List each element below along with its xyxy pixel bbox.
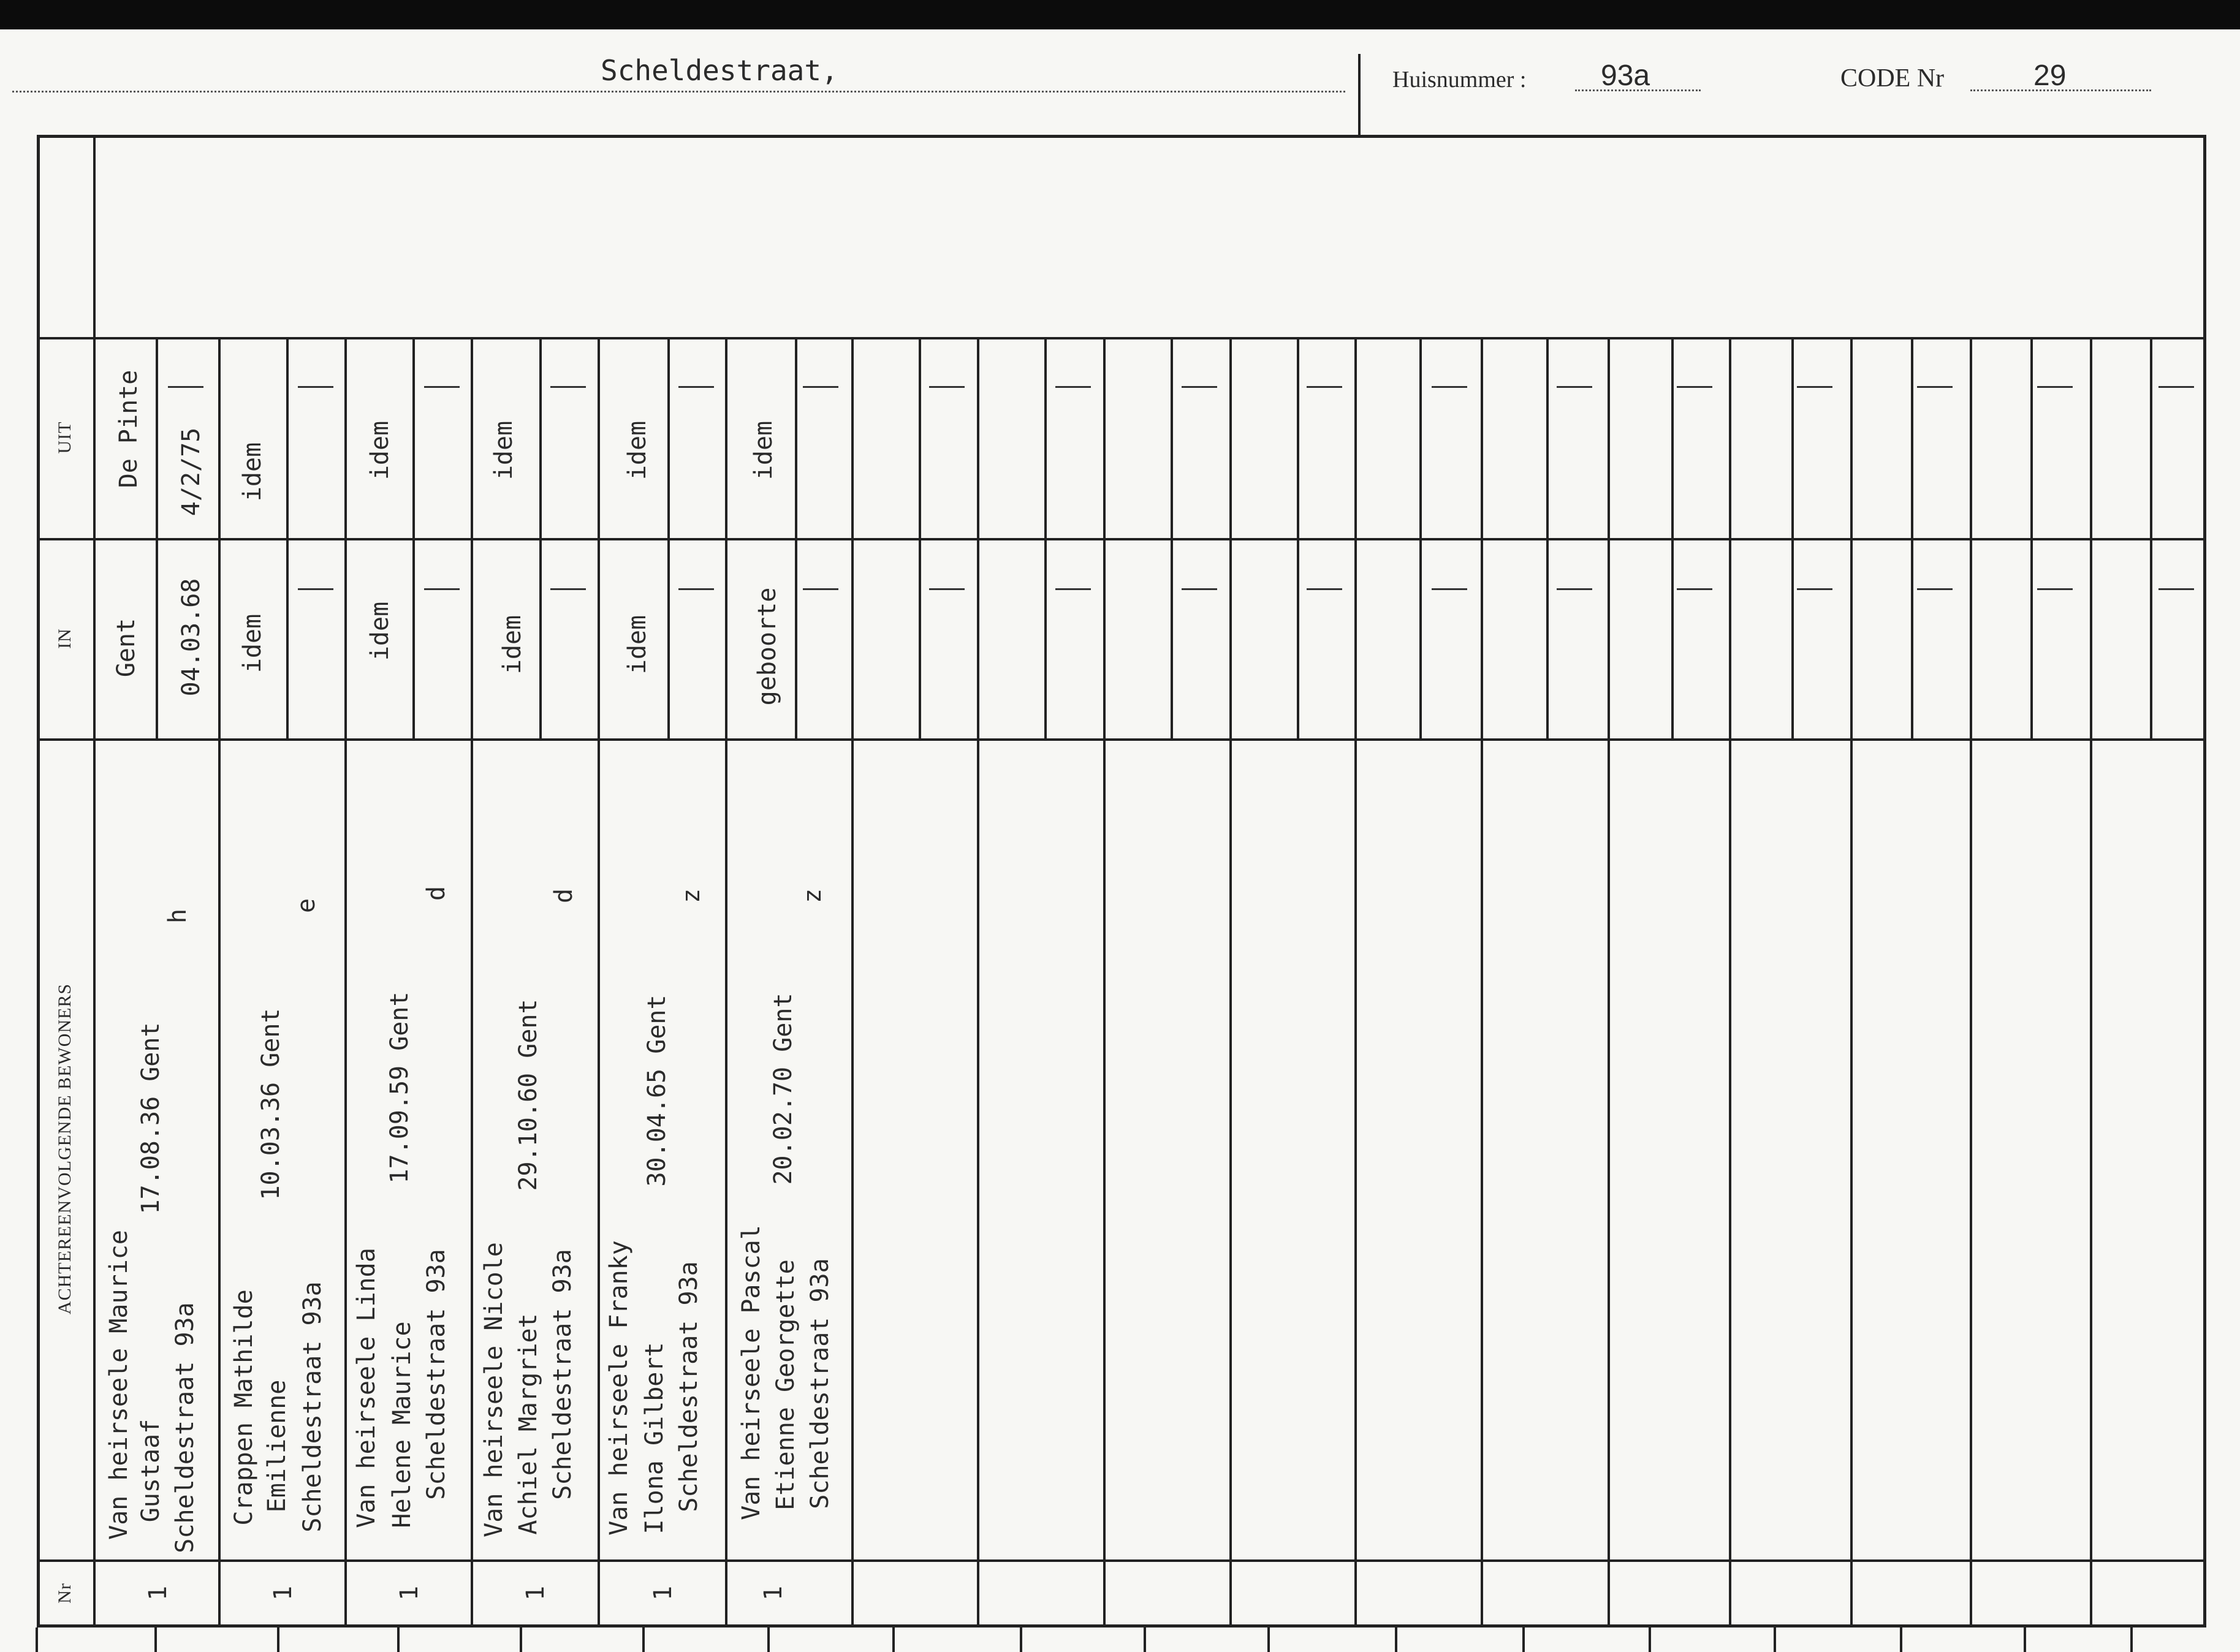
record-3-name-line1: Van heirseele Linda (352, 1248, 381, 1528)
record-6-birth: 20.02.70 Gent (769, 993, 797, 1185)
col-line-6 (851, 337, 854, 1627)
record-5-name-line2: Ilona Gilbert (640, 1342, 669, 1534)
column-label-uit: UIT (55, 421, 75, 454)
empty-mark (1557, 386, 1592, 388)
record-3-uit-place: idem (366, 420, 394, 480)
bottom-tick (892, 1627, 895, 1652)
bottom-tick (642, 1627, 645, 1652)
record-1-in-date: 04.03.68 (177, 578, 205, 697)
subcol-line-10 (1297, 337, 1299, 738)
record-1-nr: 1 (144, 1585, 172, 1601)
huisnummer-value: 93a (1601, 59, 1650, 92)
record-5-uit-place: idem (623, 420, 651, 480)
col-line-8 (1103, 337, 1106, 1627)
record-6-uit-place: idem (750, 420, 778, 480)
subcol-line-7 (919, 337, 921, 738)
bottom-tick (2130, 1627, 2133, 1652)
empty-mark (1677, 386, 1712, 388)
empty-mark (1797, 588, 1832, 590)
record-3-code: d (422, 885, 450, 901)
bottom-tick (1395, 1627, 1397, 1652)
empty-mark (1432, 386, 1467, 388)
col-line-10 (1354, 337, 1357, 1627)
record-2-name-line2: Emilienne (263, 1379, 291, 1513)
bottom-tick (397, 1627, 400, 1652)
empty-mark (803, 386, 838, 388)
col-line-14 (1850, 337, 1853, 1627)
col-line-7 (977, 337, 979, 1627)
bottom-tick (1900, 1627, 1902, 1652)
col-line-2 (344, 337, 347, 1627)
record-1-address: Scheldestraat 93a (171, 1302, 199, 1553)
empty-mark (298, 588, 333, 590)
empty-mark (2158, 386, 2194, 388)
subcol-line-13 (1671, 337, 1674, 738)
empty-mark (678, 386, 714, 388)
column-label-bewoners: ACHTEREENVOLGENDE BEWONERS (55, 983, 75, 1315)
record-6-nr: 1 (759, 1585, 788, 1601)
record-4-name-line2: Achiel Margriet (514, 1313, 542, 1535)
bottom-tick (767, 1627, 770, 1652)
record-5-code: z (677, 888, 705, 904)
record-4-in-place: idem (498, 615, 526, 675)
record-6-code: z (799, 888, 827, 904)
record-2-address: Scheldestraat 93a (298, 1281, 327, 1533)
subcol-line-2 (286, 337, 289, 738)
subcol-line-9 (1171, 337, 1173, 738)
record-2-birth: 10.03.36 Gent (257, 1008, 285, 1200)
record-3-name-line2: Helene Maurice (388, 1321, 416, 1528)
subcol-line-16 (2030, 337, 2033, 738)
column-label-in: IN (55, 628, 75, 649)
empty-mark (1432, 588, 1467, 590)
empty-mark (1917, 386, 1953, 388)
col-line-9 (1229, 337, 1232, 1627)
subcol-line-15 (1911, 337, 1913, 738)
row-line-uit-top (37, 337, 2206, 339)
record-2-code: e (292, 898, 321, 914)
subcol-line-17 (2150, 337, 2152, 738)
street-dotted-line (12, 91, 1345, 93)
record-6-name-line2: Etienne Georgette (772, 1259, 800, 1510)
record-1-uit-place: De Pinte (115, 369, 143, 488)
col-line-12 (1608, 337, 1610, 1627)
label-column-line (93, 135, 96, 1627)
bottom-tick (2024, 1627, 2026, 1652)
empty-mark (1055, 386, 1091, 388)
record-4-code: d (550, 888, 578, 904)
empty-mark (1307, 386, 1342, 388)
bottom-tick (36, 1627, 38, 1652)
record-6-in-place: geboorte (753, 587, 781, 706)
record-5-nr: 1 (649, 1585, 677, 1601)
record-6-name-line1: Van heirseele Pascal (737, 1225, 765, 1520)
empty-mark (2158, 588, 2194, 590)
record-3-address: Scheldestraat 93a (422, 1249, 450, 1500)
col-line-4 (598, 337, 600, 1627)
row-line-nr-top (37, 1559, 2206, 1562)
record-1-in-place: Gent (112, 618, 140, 678)
col-line-15 (1970, 337, 1972, 1627)
record-2-uit-place: idem (238, 442, 267, 502)
header-divider (1358, 54, 1361, 135)
subcol-line-11 (1419, 337, 1422, 738)
subcol-line-14 (1791, 337, 1794, 738)
record-4-name-line1: Van heirseele Nicole (480, 1242, 508, 1537)
record-2-in-place: idem (238, 613, 267, 673)
subcol-line-5 (667, 337, 670, 738)
huisnummer-dotted-line (1575, 89, 1701, 91)
record-2-name-line1: Crappen Mathilde (230, 1289, 258, 1526)
empty-mark (550, 588, 586, 590)
code-label: CODE Nr (1840, 64, 1945, 93)
scan-top-edge (0, 0, 2240, 29)
record-3-nr: 1 (395, 1585, 423, 1601)
empty-mark (1182, 588, 1217, 590)
row-line-in-top (37, 538, 2206, 540)
col-line-5 (725, 337, 727, 1627)
code-dotted-line (1970, 89, 2151, 91)
record-1-code: h (164, 908, 192, 924)
bottom-tick (154, 1627, 157, 1652)
subcol-line-4 (539, 337, 542, 738)
subcol-line-3 (412, 337, 415, 738)
record-1-name-line1: Van heirseele Maurice (105, 1230, 133, 1540)
col-line-11 (1481, 337, 1483, 1627)
empty-mark (2037, 588, 2073, 590)
subcol-line-8 (1044, 337, 1047, 738)
record-4-address: Scheldestraat 93a (549, 1249, 577, 1500)
empty-mark (1182, 386, 1217, 388)
col-line-13 (1729, 337, 1731, 1627)
record-5-address: Scheldestraat 93a (675, 1261, 703, 1512)
col-line-1 (218, 337, 221, 1627)
record-5-birth: 30.04.65 Gent (643, 995, 671, 1187)
street-name: Scheldestraat, (601, 54, 838, 87)
empty-mark (1917, 588, 1953, 590)
empty-mark (1557, 588, 1592, 590)
huisnummer-label: Huisnummer : (1392, 67, 1527, 93)
bottom-tick (520, 1627, 522, 1652)
column-label-nr: Nr (55, 1583, 75, 1604)
subcol-line-1 (156, 337, 158, 738)
bottom-tick (1020, 1627, 1022, 1652)
col-line-16 (2090, 337, 2092, 1627)
empty-mark (803, 588, 838, 590)
record-3-in-place: idem (366, 601, 394, 661)
record-5-name-line1: Van heirseele Franky (605, 1240, 633, 1536)
empty-mark (929, 386, 965, 388)
row-line-bewoners-top (37, 738, 2206, 741)
empty-mark (1797, 386, 1832, 388)
record-3-birth: 17.09.59 Gent (385, 991, 414, 1184)
bottom-tick (1649, 1627, 1651, 1652)
subcol-line-6 (795, 337, 797, 738)
record-1-name-line2: Gustaaf (137, 1419, 165, 1523)
record-5-in-place: idem (623, 615, 651, 675)
col-line-3 (471, 337, 473, 1627)
empty-mark (298, 386, 333, 388)
empty-mark (1055, 588, 1091, 590)
record-1-birth: 17.08.36 Gent (137, 1022, 165, 1214)
empty-mark (424, 386, 460, 388)
record-4-nr: 1 (522, 1585, 550, 1601)
bottom-tick (1267, 1627, 1270, 1652)
empty-mark (550, 386, 586, 388)
empty-mark (1307, 588, 1342, 590)
bottom-tick (1144, 1627, 1146, 1652)
empty-mark (173, 386, 202, 388)
empty-mark (929, 588, 965, 590)
bottom-tick (277, 1627, 279, 1652)
record-4-birth: 29.10.60 Gent (514, 999, 542, 1191)
empty-mark (678, 588, 714, 590)
record-1-uit-date: 4/2/75 (177, 427, 205, 517)
subcol-line-12 (1546, 337, 1549, 738)
empty-mark (2037, 386, 2073, 388)
code-value: 29 (2033, 59, 2067, 92)
record-2-nr: 1 (269, 1585, 297, 1601)
empty-mark (1677, 588, 1712, 590)
bottom-tick (1774, 1627, 1776, 1652)
empty-mark (424, 588, 460, 590)
bottom-tick (1522, 1627, 1525, 1652)
record-6-address: Scheldestraat 93a (806, 1258, 834, 1509)
record-4-uit-place: idem (490, 420, 518, 480)
